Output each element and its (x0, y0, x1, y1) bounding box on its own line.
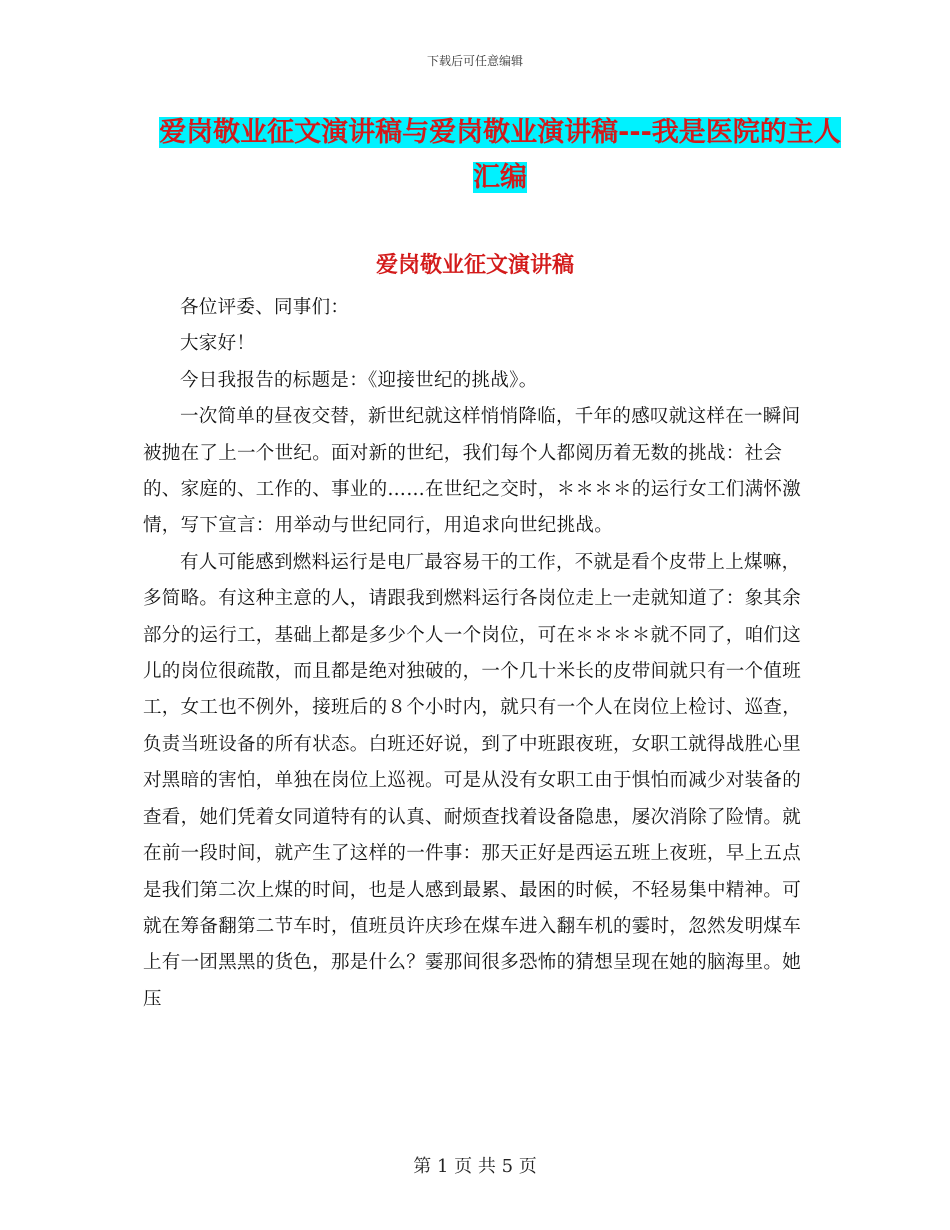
paragraph-intro: 一次简单的昼夜交替，新世纪就这样悄悄降临，千年的感叹就这样在一瞬间被抛在了上一个世纪。面对新的世纪，我们每个人都阅历着无数的挑战：社会的、家庭的、工作的、事业的……在世纪之交时，＊＊＊＊的运行女工们满怀激情，写下宣言：用举动与世纪同行，用追求向世纪挑战。 (143, 406, 802, 537)
document-body (143, 290, 803, 1018)
paragraph-topic: 今日我报告的标题是：《迎接世纪的挑战》。 (180, 369, 538, 391)
document-title (150, 110, 850, 200)
document-title-text: 爱岗敬业征文演讲稿与爱岗敬业演讲稿---我是医院的主人汇编 (159, 117, 841, 193)
page-number-footer: 第 1 页 共 5 页 (413, 1156, 537, 1177)
section-title: 爱岗敬业征文演讲稿 (375, 253, 574, 278)
paragraph-greeting: 大家好！ (180, 333, 256, 355)
page-header-note: 下载后可任意编辑 (426, 54, 523, 68)
paragraph-salutation: 各位评委、同事们： (180, 297, 350, 318)
paragraph-main: 有人可能感到燃料运行是电厂最容易干的工作，不就是看个皮带上上煤嘛，多简略。有这种主意的人，请跟我到燃料运行各岗位走上一走就知道了：象其余部分的运行工，基础上都是多少个人一个岗位，可在＊＊＊＊就不同了，咱们这儿的岗位很疏散，而且都是绝对独破的，一个几十米长的皮带间就只有一个值班工，女工也不例外，接班后的８个小时内，就只有一个人在岗位上检讨、巡查，负责当班设备的所有状态。白班还好说，到了中班跟夜班，女职工就得战胜心里对黑暗的害怕，单独在岗位上巡视。可是从没有女职工由于惧怕而减少对装备的查看，她们凭着女同道特有的认真、耐烦查找着设备隐患，屡次消除了险情。就在前一段时间，就产生了这样的一件事：那天正好是西运五班上夜班，早上五点是我们第二次上煤的时间，也是人感到最累、最困的时候，不轻易集中精神。可就在筹备翻第二节车时，值班员许庆珍在煤车进入翻车机的霎时，忽然发明煤车上有一团黑黑的货色，那是什么？霎那间很多恐怖的猜想呈现在她的脑海里。她压 (143, 551, 802, 1010)
